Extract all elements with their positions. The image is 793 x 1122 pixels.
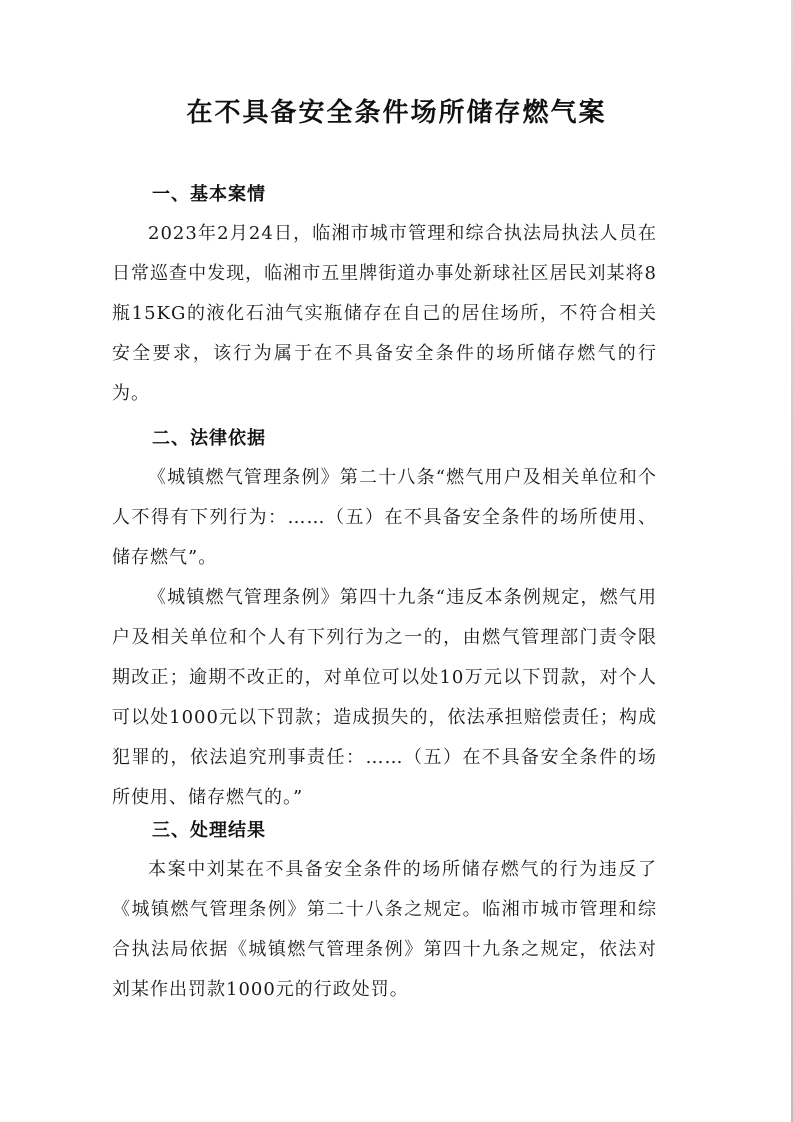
section-heading-result: 三、处理结果 — [152, 820, 266, 841]
document-title: 在不具备安全条件场所储存燃气案 — [186, 98, 607, 128]
paragraph-basic-facts: 2023年2月24日，临湘市城市管理和综合执法局执法人员在日常巡查中发现，临湘市五里牌街道办事处新球社区居民刘某将8瓶15KG的液化石油气实瓶储存在自己的居住场所，不符合相关安全要求，该行为属于在不具备安全条件的场所储存燃气的行为。 — [112, 223, 657, 404]
section-heading-legal-basis: 二、法律依据 — [152, 428, 266, 449]
paragraph-result: 本案中刘某在不具备安全条件的场所储存燃气的行为违反了《城镇燃气管理条例》第二十八条之规定。临湘市城市管理和综合执法局依据《城镇燃气管理条例》第四十九条之规定，依法对刘某作出罚款1000元的行政处罚。 — [112, 859, 657, 1000]
paragraph-legal-basis-article-49: 《城镇燃气管理条例》第四十九条“违反本条例规定，燃气用户及相关单位和个人有下列行为之一的，由燃气管理部门责令限期改正；逾期不改正的，对单位可以处10万元以下罚款，对个人可以处1000元以下罚款；造成损失的，依法承担赔偿责任；构成犯罪的，依法追究刑事责任：……（五）在不具备安全条件的场所使用、储存燃气的。” — [112, 587, 657, 808]
paragraph-legal-basis-article-28: 《城镇燃气管理条例》第二十八条“燃气用户及相关单位和个人不得有下列行为：……（五）在不具备安全条件的场所使用、储存燃气”。 — [112, 467, 657, 568]
section-heading-basic-facts: 一、基本案情 — [152, 184, 266, 205]
